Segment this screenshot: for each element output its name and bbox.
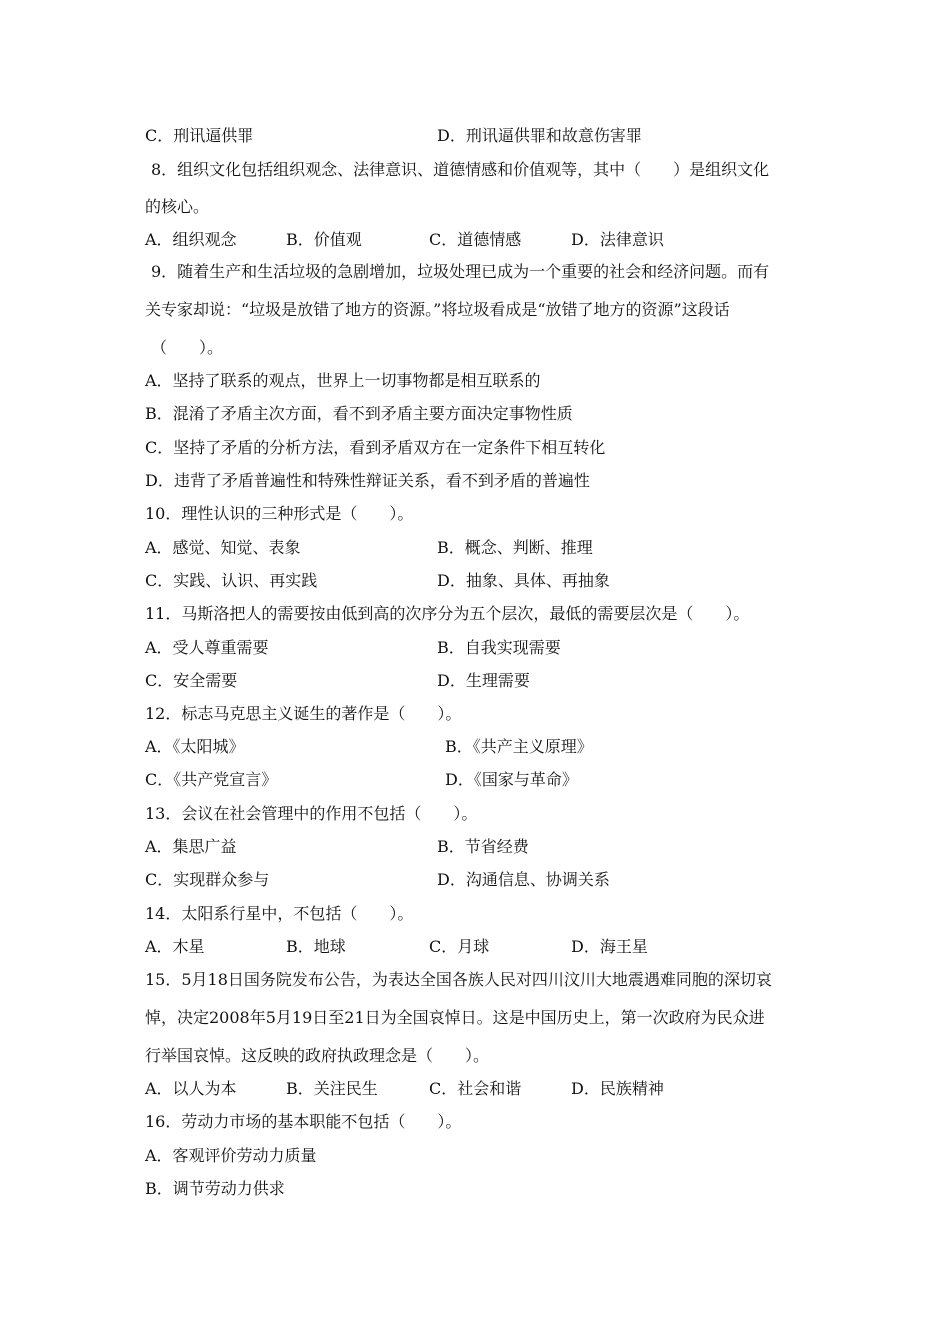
q8-option-b: B．价值观 — [286, 230, 362, 249]
q10-stem: 10．理性认识的三种形式是（ ）。 — [145, 504, 414, 523]
q15-option-a: A．以人为本 — [145, 1079, 237, 1098]
q12-option-a: A．《太阳城》 — [145, 737, 245, 756]
q13-option-d: D．沟通信息、协调关系 — [437, 870, 610, 889]
q10-option-d: D．抽象、具体、再抽象 — [437, 571, 610, 590]
q9-option-d: D．违背了矛盾普遍性和特殊性辩证关系，看不到矛盾的普遍性 — [145, 471, 590, 490]
q16-stem: 16．劳动力市场的基本职能不包括（ ）。 — [145, 1112, 462, 1131]
q12-option-c: C．《共产党宣言》 — [145, 770, 278, 789]
q12-stem: 12．标志马克思主义诞生的著作是（ ）。 — [145, 704, 462, 723]
q10-option-c: C．实践、认识、再实践 — [145, 571, 318, 590]
q15-stem-line2: 悼，决定2008年5月19日至21日为全国哀悼日。这是中国历史上，第一次政府为民众进 — [145, 1008, 765, 1027]
q9-option-a: A．坚持了联系的观点，世界上一切事物都是相互联系的 — [145, 371, 541, 390]
q7-option-d: D．刑讯逼供罪和故意伤害罪 — [437, 126, 642, 145]
q16-option-a: A．客观评价劳动力质量 — [145, 1146, 317, 1165]
q11-stem: 11．马斯洛把人的需要按由低到高的次序分为五个层次，最低的需要层次是（ ）。 — [145, 604, 750, 623]
q12-option-d: D．《国家与革命》 — [445, 770, 578, 789]
q11-option-b: B．自我实现需要 — [437, 638, 561, 657]
q13-option-a: A．集思广益 — [145, 837, 237, 856]
q14-option-c: C．月球 — [429, 937, 490, 956]
q10-option-a: A．感觉、知觉、表象 — [145, 538, 301, 557]
q9-option-c: C．坚持了矛盾的分析方法，看到矛盾双方在一定条件下相互转化 — [145, 438, 606, 457]
q15-stem-line3: 行举国哀悼。这反映的政府执政理念是（ ）。 — [145, 1046, 490, 1065]
q8-option-d: D．法律意识 — [571, 230, 664, 249]
q11-option-a: A．受人尊重需要 — [145, 638, 269, 657]
q13-option-b: B．节省经费 — [437, 837, 529, 856]
q15-option-b: B．关注民生 — [286, 1079, 378, 1098]
q8-stem-line2: 的核心。 — [145, 197, 210, 216]
q7-option-c: C．刑讯逼供罪 — [145, 126, 254, 145]
q14-stem: 14．太阳系行星中，不包括（ ）。 — [145, 904, 414, 923]
q10-option-b: B．概念、判断、推理 — [437, 538, 593, 557]
q11-option-d: D．生理需要 — [437, 671, 530, 690]
q13-option-c: C．实现群众参与 — [145, 870, 270, 889]
q9-stem-line3: （ ）。 — [151, 338, 224, 357]
q14-option-d: D．海王星 — [571, 937, 648, 956]
q8-option-a: A．组织观念 — [145, 230, 237, 249]
q16-option-b: B．调节劳动力供求 — [145, 1179, 285, 1198]
q8-option-c: C．道德情感 — [429, 230, 522, 249]
q9-stem-line2: 关专家却说：“垃圾是放错了地方的资源。”将垃圾看成是“放错了地方的资源”这段话 — [145, 300, 730, 319]
q9-option-b: B．混淆了矛盾主次方面，看不到矛盾主要方面决定事物性质 — [145, 404, 573, 423]
q14-option-a: A．木星 — [145, 937, 205, 956]
q14-option-b: B．地球 — [286, 937, 346, 956]
q15-stem-line1: 15．5月18日国务院发布公告，为表达全国各族人民对四川汶川大地震遇难同胞的深切哀 — [145, 970, 772, 989]
q13-stem: 13．会议在社会管理中的作用不包括（ ）。 — [145, 804, 478, 823]
q15-option-c: C．社会和谐 — [429, 1079, 522, 1098]
q11-option-c: C．安全需要 — [145, 671, 238, 690]
q8-stem-line1: 8．组织文化包括组织观念、法律意识、道德情感和价值观等，其中（ ）是组织文化 — [151, 160, 770, 179]
q12-option-b: B．《共产主义原理》 — [445, 737, 593, 756]
q15-option-d: D．民族精神 — [571, 1079, 664, 1098]
q9-stem-line1: 9．随着生产和生活垃圾的急剧增加，垃圾处理已成为一个重要的社会和经济问题。而有 — [151, 262, 770, 281]
